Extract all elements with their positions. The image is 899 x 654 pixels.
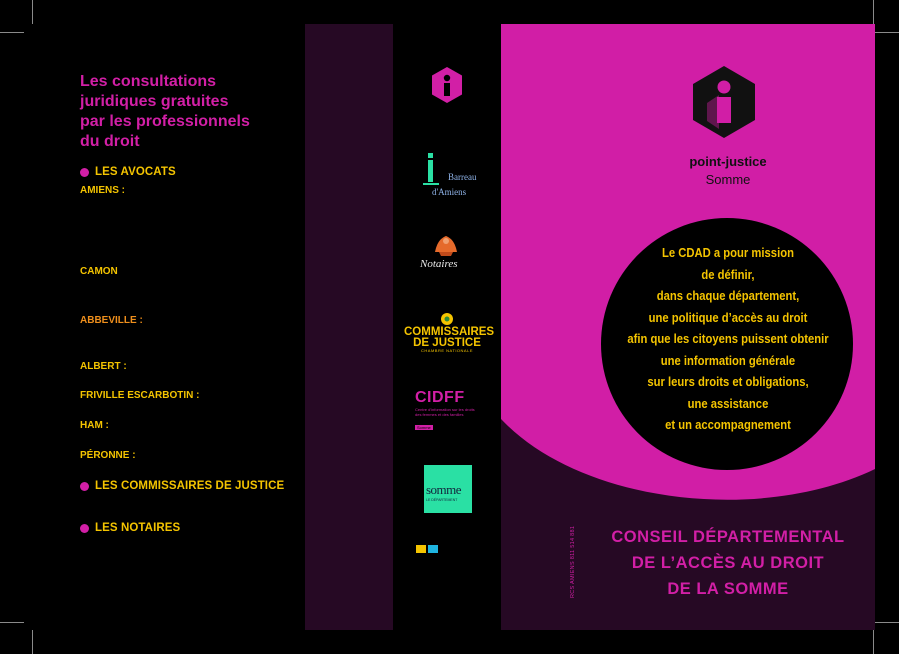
intro-heading: Les consultations juridiques gratuites par les professionnels du droit — [80, 73, 250, 150]
brand-subtitle: Somme — [705, 172, 751, 187]
somme-label: somme — [426, 482, 462, 497]
barreau-line1: Barreau — [448, 172, 477, 182]
council-title: CONSEIL DÉPARTEMENTAL DE L’ACCÈS AU DROIT DE LA SOMME — [611, 528, 845, 598]
cidff-logo: CIDFF — [415, 389, 465, 406]
section-avocats: LES AVOCATS — [80, 166, 176, 178]
crop-mark — [873, 630, 874, 654]
section-commissaires: LES COMMISSAIRES DE JUSTICE — [80, 480, 284, 492]
commissaires-line1: COMMISSAIRES — [404, 326, 495, 338]
vertical-legal-text: RCS AMIENS 811 514 881 — [570, 525, 576, 598]
location-peronne: PÉRONNE : — [80, 450, 136, 461]
location-amiens: AMIENS : — [80, 185, 125, 196]
commissaires-sub: CHAMBRE NATIONALE — [421, 348, 473, 353]
accessibility-icon — [416, 544, 440, 554]
location-abbeville: ABBEVILLE : — [80, 315, 143, 326]
notaires-emblem-icon — [431, 232, 461, 258]
crop-mark — [32, 630, 33, 654]
mission-text: Le CDAD a pour mission de définir, dans chaque département, une politique d’accès au droit afin que les citoyens puissent obtenir une information générale sur leurs droits et obligations, une assistance et un accompagnement — [627, 246, 829, 432]
location-friville: FRIVILLE ESCARBOTIN : — [80, 390, 200, 401]
bullet-icon — [80, 168, 89, 177]
point-justice-small-logo-icon — [430, 66, 464, 104]
section-notaires: LES NOTAIRES — [80, 522, 180, 534]
cidff-tag: Somme — [417, 425, 431, 430]
crop-mark — [873, 0, 874, 24]
location-ham: HAM : — [80, 420, 109, 431]
crop-mark — [32, 0, 33, 24]
notaires-label: Notaires — [420, 258, 458, 270]
crop-mark — [875, 622, 899, 623]
brand-title: point-justice — [689, 154, 767, 169]
cidff-sub: Centre d'information sur les droits des femmes et des familles — [415, 407, 475, 417]
point-justice-logo-icon — [691, 65, 757, 139]
commissaires-emblem-icon — [440, 312, 454, 326]
crop-mark — [0, 32, 24, 33]
somme-sub: LE DÉPARTEMENT — [426, 498, 458, 502]
fold-strip — [305, 24, 393, 630]
barreau-line2: d'Amiens — [432, 187, 467, 197]
crop-mark — [875, 32, 899, 33]
location-camon: CAMON — [80, 266, 118, 277]
location-albert: ALBERT : — [80, 361, 127, 372]
bullet-icon — [80, 524, 89, 533]
crop-mark — [0, 622, 24, 623]
bullet-icon — [80, 482, 89, 491]
barreau-logo-icon — [423, 153, 439, 189]
commissaires-line2: DE JUSTICE — [413, 337, 481, 349]
